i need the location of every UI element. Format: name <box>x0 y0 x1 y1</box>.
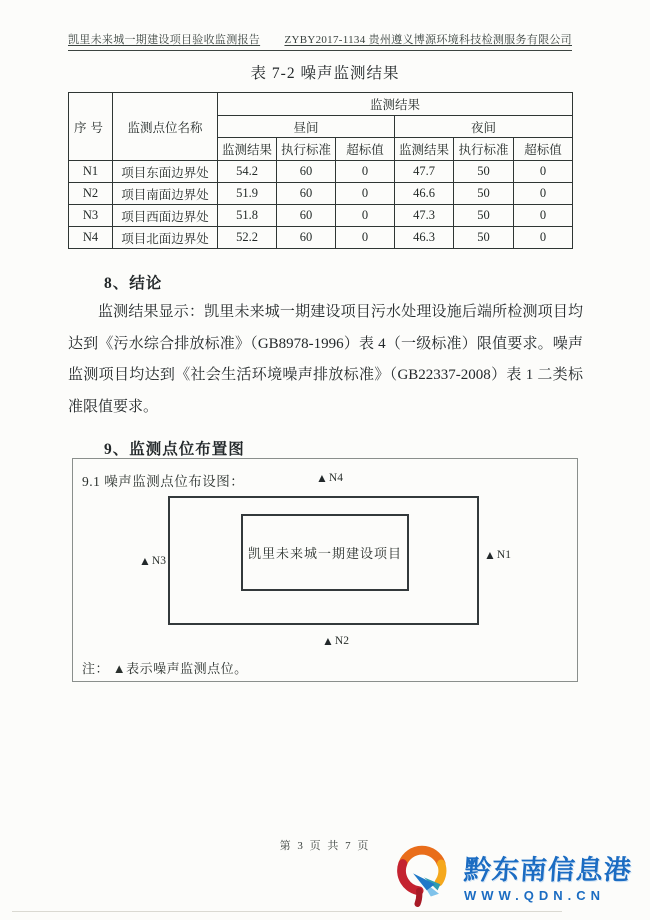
triangle-marker-icon: ▲ <box>139 554 151 568</box>
col-header-results-group: 监测结果 <box>218 93 573 116</box>
noise-results-table <box>68 92 573 249</box>
project-label: 凯里未来城一期建设项目 <box>247 546 402 561</box>
col-header-day-standard: 执行标准 <box>277 138 336 161</box>
triangle-marker-icon: ▲ <box>322 634 334 648</box>
col-header-night-exceed: 超标值 <box>514 138 573 161</box>
marker-label: N2 <box>334 635 349 647</box>
col-header-point: 监测点位名称 <box>113 93 218 161</box>
noise-point-marker-n4 <box>316 472 343 484</box>
cell-day-exceed: 0 <box>336 227 395 249</box>
col-header-day-exceed: 超标值 <box>336 138 395 161</box>
qdn-logo-text <box>464 836 632 903</box>
diagram-subtitle: 9.1 噪声监测点位布设图： <box>82 474 245 489</box>
project-building-rect <box>241 514 409 591</box>
monitoring-layout-diagram <box>72 458 578 682</box>
cell-day-standard: 60 <box>277 161 336 183</box>
conclusion-heading: 8、结论 <box>104 275 163 292</box>
col-header-night: 夜间 <box>395 116 573 138</box>
page-number: 第 3 页 共 7 页 <box>279 840 371 852</box>
cell-day-exceed: 0 <box>336 205 395 227</box>
layout-section-heading: 9、监测点位布置图 <box>104 441 245 458</box>
cell-day-result: 54.2 <box>218 161 277 183</box>
cell-seq: N3 <box>69 205 113 227</box>
qdn-logo-swirl-icon <box>390 836 458 912</box>
cell-night-standard: 50 <box>454 205 514 227</box>
cell-day-result: 51.9 <box>218 183 277 205</box>
cell-night-exceed: 0 <box>514 161 573 183</box>
cell-night-result: 47.3 <box>395 205 454 227</box>
cell-night-exceed: 0 <box>514 227 573 249</box>
cell-point: 项目北面边界处 <box>113 227 218 249</box>
cell-point: 项目南面边界处 <box>113 183 218 205</box>
cell-point: 项目东面边界处 <box>113 161 218 183</box>
cell-night-result: 47.7 <box>395 161 454 183</box>
triangle-marker-icon: ▲ <box>484 548 496 562</box>
cell-night-exceed: 0 <box>514 183 573 205</box>
cell-day-standard: 60 <box>277 227 336 249</box>
col-header-night-standard: 执行标准 <box>454 138 514 161</box>
cell-day-result: 51.8 <box>218 205 277 227</box>
scan-edge-line <box>12 911 562 912</box>
cell-day-result: 52.2 <box>218 227 277 249</box>
col-header-seq: 序号 <box>69 93 113 161</box>
cell-seq: N4 <box>69 227 113 249</box>
cell-night-result: 46.6 <box>395 183 454 205</box>
col-header-daytime: 昼间 <box>218 116 395 138</box>
table-row <box>69 205 573 227</box>
noise-point-marker-n1 <box>484 549 511 561</box>
qdn-logo <box>390 836 632 912</box>
noise-point-marker-n2 <box>322 635 349 647</box>
col-header-night-result: 监测结果 <box>395 138 454 161</box>
header-company: ZYBY2017-1134 贵州遵义博源环境科技检测服务有限公司 <box>284 34 572 46</box>
noise-point-marker-n3 <box>139 555 166 567</box>
cell-point: 项目西面边界处 <box>113 205 218 227</box>
cell-night-result: 46.3 <box>395 227 454 249</box>
table-title: 表 7-2 噪声监测结果 <box>250 65 400 82</box>
table-row <box>69 227 573 249</box>
cell-night-standard: 50 <box>454 183 514 205</box>
cell-night-standard: 50 <box>454 227 514 249</box>
table-row <box>69 183 573 205</box>
cell-day-standard: 60 <box>277 183 336 205</box>
qdn-logo-url: WWW.QDN.CN <box>464 888 605 903</box>
cell-day-standard: 60 <box>277 205 336 227</box>
table-row <box>69 161 573 183</box>
header-report-title: 凯里未来城一期建设项目验收监测报告 <box>68 34 261 46</box>
marker-label: N1 <box>496 549 511 561</box>
cell-day-exceed: 0 <box>336 183 395 205</box>
triangle-marker-icon: ▲ <box>316 471 328 485</box>
qdn-logo-name: 黔东南信息港 <box>462 855 633 886</box>
cell-seq: N2 <box>69 183 113 205</box>
diagram-note: 注： ▲表示噪声监测点位。 <box>82 661 248 676</box>
col-header-day-result: 监测结果 <box>218 138 277 161</box>
page-header <box>68 31 572 51</box>
conclusion-paragraph: 监测结果显示：凯里未来城一期建设项目污水处理设施后端所检测项目均达到《污水综合排放标准》（GB8978-1996）表 4（一级标准）限值要求。噪声监测项目均达到《社会生活环境噪声排放标准》（GB22337-2008）表 1 二类标准限值要求。 <box>68 304 583 415</box>
cell-day-exceed: 0 <box>336 161 395 183</box>
cell-night-exceed: 0 <box>514 205 573 227</box>
marker-label: N3 <box>151 555 166 567</box>
table-header-row-1 <box>69 93 573 116</box>
cell-seq: N1 <box>69 161 113 183</box>
cell-night-standard: 50 <box>454 161 514 183</box>
marker-label: N4 <box>328 472 343 484</box>
